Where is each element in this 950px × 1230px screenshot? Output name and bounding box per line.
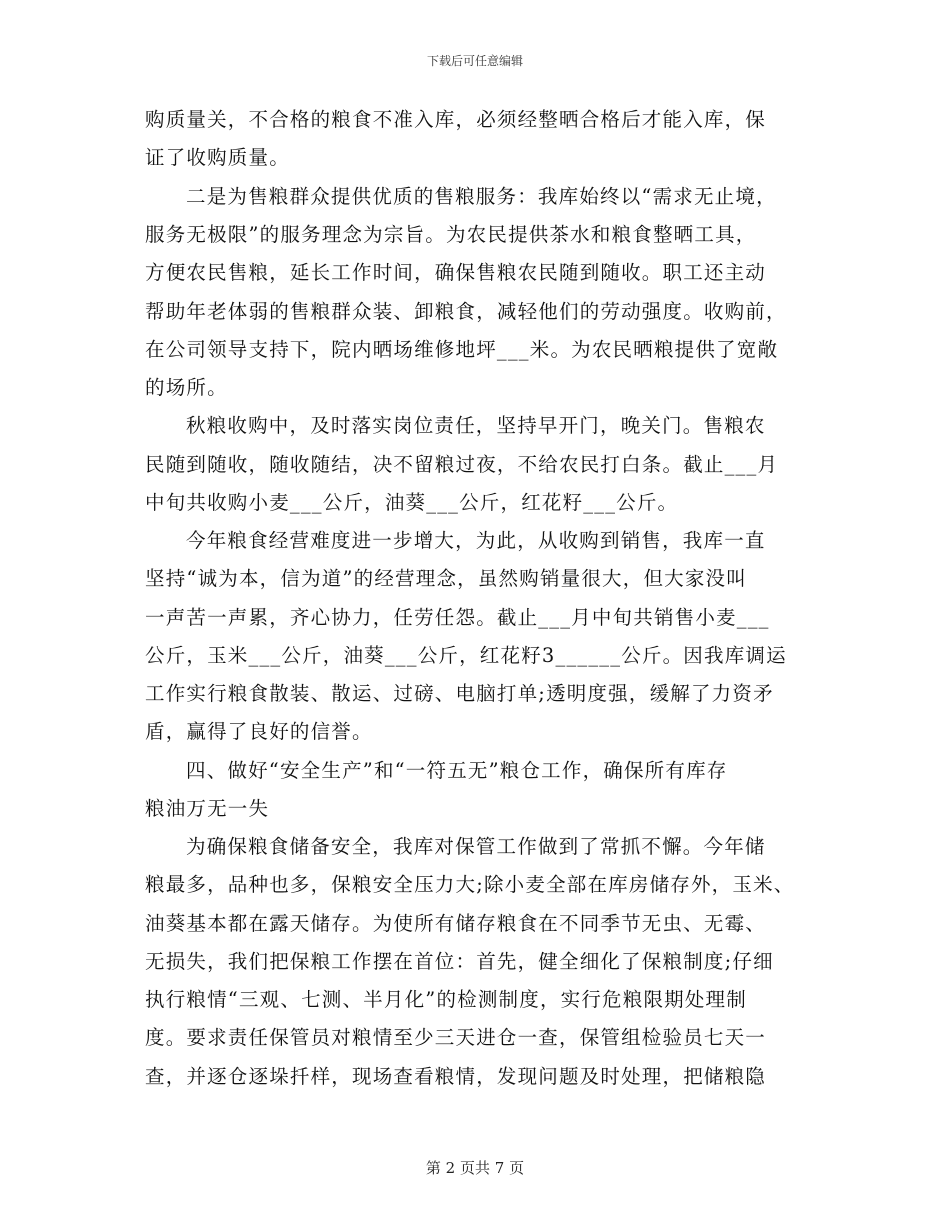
text-line: 中旬共收购小麦___公斤，油葵___公斤，红花籽___公斤。 — [145, 491, 679, 514]
text-line: 工作实行粮食散装、散运、过磅、电脑打单;透明度强，缓解了力资矛 — [145, 682, 774, 705]
text-line: 四、做好“安全生产”和“一符五无”粮仓工作，确保所有库存 — [186, 759, 728, 782]
text-line: 度。要求责任保管员对粮情至少三天进仓一查，保管组检验员七天一 — [145, 1026, 767, 1049]
text-line: 的场所。 — [145, 376, 228, 399]
text-line: 一声苦一声累，齐心协力，任劳任怨。截止___月中旬共销售小麦___ — [145, 606, 770, 629]
text-line: 查，并逐仓逐垛扦样，现场查看粮情，发现问题及时处理，把储粮隐 — [145, 1065, 767, 1088]
text-line: 粮油万无一失 — [145, 797, 270, 820]
text-line: 秋粮收购中，及时落实岗位责任，坚持早开门，晚关门。售粮农 — [186, 414, 766, 437]
page-footer: 第 2 页共 7 页 — [425, 1159, 525, 1177]
text-line: 服务无极限”的服务理念为宗旨。为农民提供茶水和粮食整晒工具， — [145, 223, 757, 246]
page-header: 下载后可任意编辑 — [426, 54, 523, 68]
text-line: 方便农民售粮，延长工作时间，确保售粮农民随到随收。职工还主动 — [145, 261, 767, 284]
text-line: 二是为售粮群众提供优质的售粮服务：我库始终以“需求无止境， — [186, 185, 777, 208]
text-line: 油葵基本都在露天储存。为使所有储存粮食在不同季节无虫、无霉、 — [145, 912, 767, 935]
text-line: 民随到随收，随收随结，决不留粮过夜，不给农民打白条。截止___月 — [145, 453, 779, 476]
text-line: 在公司领导支持下，院内晒场维修地坪___米。为农民晒粮提供了宽敞 — [145, 338, 779, 361]
text-line: 购质量关，不合格的粮食不准入库，必须经整晒合格后才能入库，保 — [145, 108, 767, 131]
text-line: 今年粮食经营难度进一步增大，为此，从收购到销售，我库一直 — [186, 529, 766, 552]
text-line: 坚持“诚为本，信为道”的经营理念，虽然购销量很大，但大家没叫 — [145, 567, 747, 590]
text-line: 粮最多，品种也多，保粮安全压力大;除小麦全部在库房储存外，玉米、 — [145, 873, 795, 896]
text-line: 为确保粮食储备安全，我库对保管工作做到了常抓不懈。今年储 — [186, 835, 766, 858]
text-line: 帮助年老体弱的售粮群众装、卸粮食，减轻他们的劳动强度。收购前， — [145, 300, 787, 323]
text-line: 公斤，玉米___公斤，油葵___公斤，红花籽3______公斤。因我库调运 — [145, 644, 787, 667]
text-line: 执行粮情“三观、七测、半月化”的检测制度，实行危粮限期处理制 — [145, 988, 747, 1011]
text-line: 证了收购质量。 — [145, 146, 290, 169]
text-line: 盾，赢得了良好的信誉。 — [145, 720, 373, 743]
text-line: 无损失，我们把保粮工作摆在首位：首先，健全细化了保粮制度;仔细 — [145, 950, 774, 973]
